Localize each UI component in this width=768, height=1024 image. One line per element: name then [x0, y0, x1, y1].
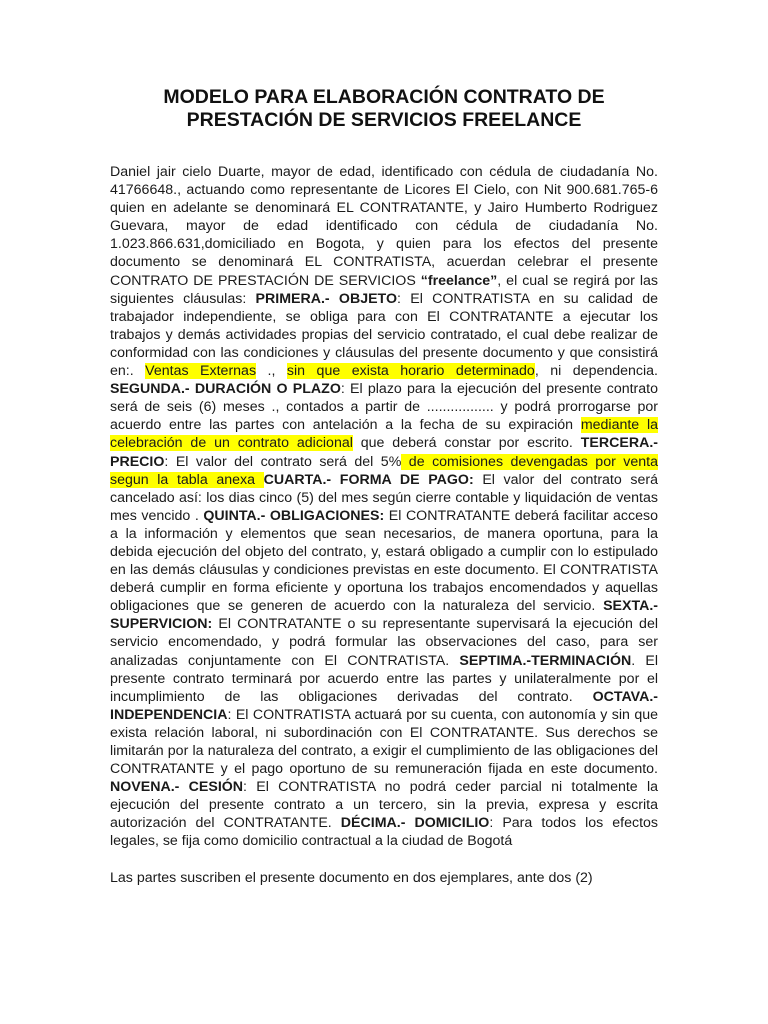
- text-run: El valor del contrato será cancelado así: los dias cinco (5) del mes según cierre contable y liquidación de ventas mes vencido .: [110, 471, 658, 524]
- text-run: : El plazo para la ejecución del presente contrato será de seis (6) meses ., contados a partir de ................. y podrá prorrogarse por acuerdo entre las partes con antelación a la fecha de su expiración: [110, 381, 658, 434]
- highlighted-text: de comisiones devengadas por venta segun la tabla anexa: [110, 453, 659, 488]
- clause-heading: SEGUNDA.- DURACIÓN O PLAZO: [110, 381, 341, 398]
- clause-heading: SEXTA.- SUPERVICION:: [110, 598, 658, 633]
- contract-paragraph: [110, 163, 658, 851]
- text-run: : El valor del contrato será del 5%: [164, 453, 402, 470]
- clause-heading: PRIMERA.- OBJETO: [255, 290, 397, 307]
- highlighted-text: sin que exista horario determinado: [286, 363, 535, 380]
- text-run: : El CONTRATISTA en su calidad de trabajador independiente, se obliga para con El CONTRATANTE a ejecutar los trabajos y demás actividades propias del servicio contratado, el cual debe realizar de conformidad con las condiciones y cláusulas del presente documento y que consistirá en:.: [110, 290, 658, 380]
- highlighted-text: mediante la celebración de un contrato adicional: [110, 417, 658, 452]
- text-run: , ni dependencia.: [534, 363, 658, 380]
- clause-heading: DÉCIMA.- DOMICILIO: [340, 815, 490, 832]
- title-line-2: PRESTACIÓN DE SERVICIOS FREELANCE: [186, 109, 582, 131]
- title-line-1: MODELO PARA ELABORACIÓN CONTRATO DE: [163, 86, 605, 108]
- text-run: : El CONTRATISTA actuará por su cuenta, con autonomía y sin que exista relación laboral, ni subordinación con El CONTRATANTE. Sus derechos se limitarán por la naturaleza del contrato, a exigir el cumplimiento de las obligaciones del CONTRATANTE y el pago oportuno de su remuneración fijada en este documento.: [110, 706, 658, 778]
- contract-body: [110, 163, 658, 887]
- text-run: : El CONTRATISTA no podrá ceder parcial ni totalmente la ejecución del presente contrato a un tercero, sin la previa, expresa y escrita autorización del CONTRATANTE.: [110, 779, 658, 832]
- clause-heading: QUINTA.- OBLIGACIONES:: [203, 507, 385, 524]
- text-run: . El presente contrato terminará por acuerdo entre las partes y unilateralmente por el incumplimiento de las obligaciones derivadas del contrato.: [110, 652, 659, 705]
- clause-heading: SEPTIMA.-TERMINACIÓN: [459, 652, 632, 669]
- clause-heading: NOVENA.- CESIÓN: [110, 779, 244, 796]
- text-run: Daniel jair cielo Duarte, mayor de edad, identificado con cédula de ciudadanía No. 41766648., actuando como representante de Licores El Cielo, con Nit 900.681.765-6 quien en adelante se denominará EL CONTRATANTE, y Jairo Humberto Rodriguez Guevara, mayor de edad identificado con cédula de ciudadanía No. 1.023.866.631,domiciliado en Bogota, y quien para los efectos del presente documento se denominará EL CONTRATISTA, acuerdan celebrar el presente CONTRATO DE PRESTACIÓN DE SERVICIOS: [110, 164, 658, 289]
- clause-heading: TERCERA.- PRECIO: [110, 435, 658, 470]
- text-run: El CONTRATANTE o su representante supervisará la ejecución del servicio encomendado, y podrá formular las observaciones del caso, para ser analizadas conjuntamente con El CONTRATISTA.: [110, 616, 658, 669]
- text-run: El CONTRATANTE deberá facilitar acceso a la información y elementos que sean necesarios, de manera oportuna, para la debida ejecución del objeto del contrato, y, estará obligado a cumplir con lo estipulado en las demás cláusulas y condiciones previstas en este documento. El CONTRATISTA deberá cumplir en forma eficiente y oportuna los trabajos encomendados y aquellas obligaciones que se generen de acuerdo con la naturaleza del servicio.: [110, 507, 658, 615]
- clause-heading: CUARTA.- FORMA DE PAGO:: [263, 471, 474, 488]
- clause-heading: “freelance”: [420, 272, 498, 289]
- text-run: : Para todos los efectos legales, se fija como domicilio contractual a la ciudad de Bogotá: [110, 815, 658, 850]
- text-run: .,: [256, 363, 287, 380]
- closing-paragraph: Las partes suscriben el presente documento en dos ejemplares, ante dos (2): [110, 869, 593, 886]
- text-run: , el cual se regirá por las siguientes cláusulas:: [110, 272, 659, 307]
- clause-heading: OCTAVA.- INDEPENDENCIA: [110, 688, 658, 723]
- document-title: [100, 86, 668, 132]
- text-run: que deberá constar por escrito.: [352, 435, 581, 452]
- highlighted-text: Ventas Externas: [145, 363, 257, 380]
